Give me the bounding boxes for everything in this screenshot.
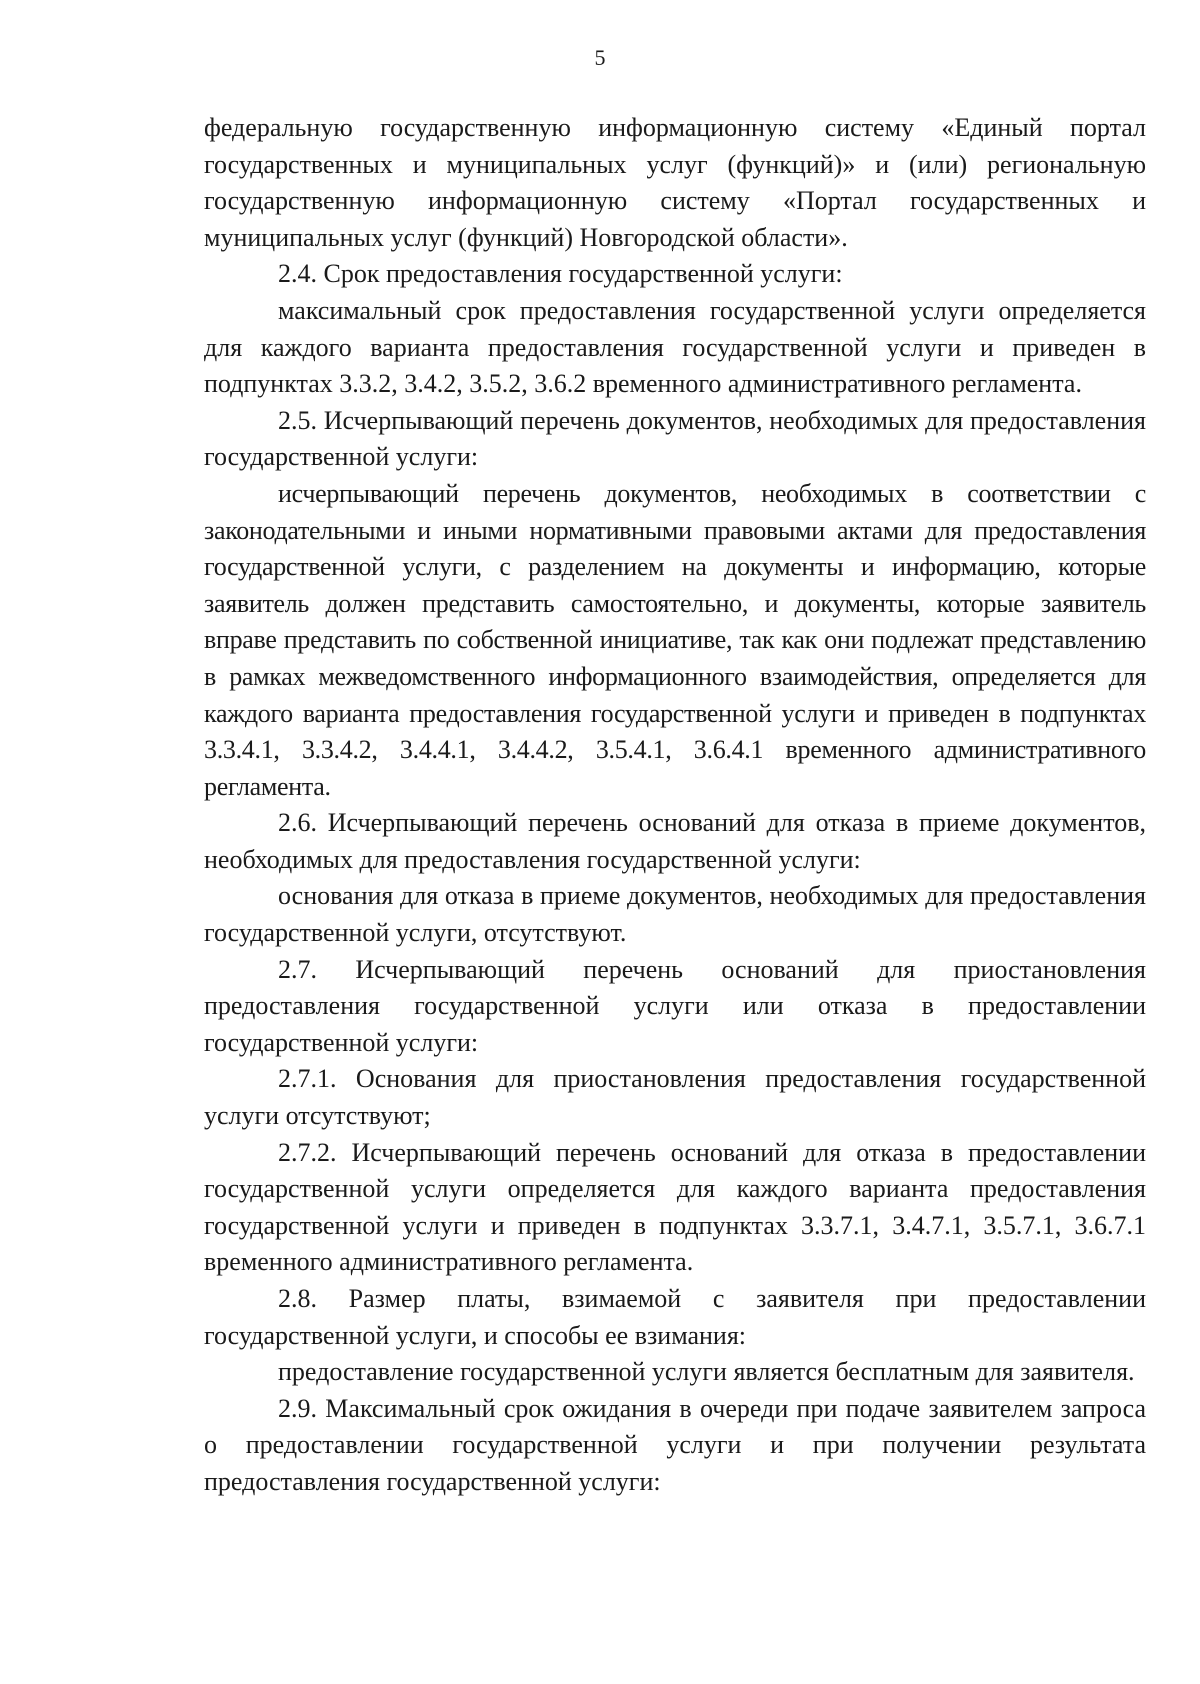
- paragraph-2-9-heading: 2.9. Максимальный срок ожидания в очереди при подаче заявителем запроса о предоставлении государственной услуги и при получении результата предоставления государственной услуги:: [204, 1393, 1146, 1496]
- page-number: 5: [594, 45, 606, 70]
- paragraph-2-7-heading: 2.7. Исчерпывающий перечень оснований для приостановления предоставления государственной услуги или отказа в предоставлении государственной услуги:: [204, 954, 1146, 1057]
- paragraph-2-4-text: максимальный срок предоставления государственной услуги определяется для каждого варианта предоставления государственной услуги и приведен в подпунктах 3.3.2, 3.4.2, 3.5.2, 3.6.2 временного административного регламента.: [204, 295, 1146, 399]
- paragraph-portal-systems: федеральную государственную информационную систему «Единый портал государственных и муниципальных услуг (функций)» и (или) региональную государственную информационную систему «Портал государственных и муниципальных услуг (функций) Новгородской области».: [204, 113, 1146, 252]
- paragraph-2-8-heading: 2.8. Размер платы, взимаемой с заявителя при предоставлении государственной услуги, и способы ее взимания:: [204, 1284, 1146, 1350]
- paragraph-2-8-text: предоставление государственной услуги является бесплатным для заявителя.: [278, 1357, 1135, 1387]
- paragraph-2-6-text: основания для отказа в приеме документов, необходимых для предоставления государственной услуги, отсутствуют.: [204, 881, 1146, 948]
- paragraph-2-4-heading: 2.4. Срок предоставления государственной услуги:: [278, 259, 843, 289]
- paragraph-2-6-heading: 2.6. Исчерпывающий перечень оснований для отказа в приеме документов, необходимых для предоставления государственной услуги:: [204, 808, 1146, 874]
- paragraph-2-7-1: 2.7.1. Основания для приостановления предоставления государственной услуги отсутствуют;: [204, 1064, 1146, 1131]
- document-body: [204, 110, 1146, 1501]
- paragraph-2-7-2: 2.7.2. Исчерпывающий перечень оснований для отказа в предоставлении государственной услуги определяется для каждого варианта предоставления государственной услуги и приведен в подпунктах 3.3.7.1, 3.4.7.1, 3.5.7.1, 3.6.7.1 временного административного регламента.: [204, 1137, 1146, 1277]
- paragraph-2-5-text: исчерпывающий перечень документов, необходимых в соответствии с законодательными и иными нормативными правовыми актами для предоставления государственной услуги, с разделением на документы и информацию, которые заявитель должен представить самостоятельно, и документы, которые заявитель вправе представить по собственной инициативе, так как они подлежат представлению в рамках межведомственного информационного взаимодействия, определяется для каждого варианта предоставления государственной услуги и приведен в подпунктах 3.3.4.1, 3.3.4.2, 3.4.4.1, 3.4.4.2, 3.5.4.1, 3.6.4.1 временного административного регламента.: [204, 478, 1146, 801]
- paragraph-2-5-heading: 2.5. Исчерпывающий перечень документов, необходимых для предоставления государственной услуги:: [204, 405, 1146, 472]
